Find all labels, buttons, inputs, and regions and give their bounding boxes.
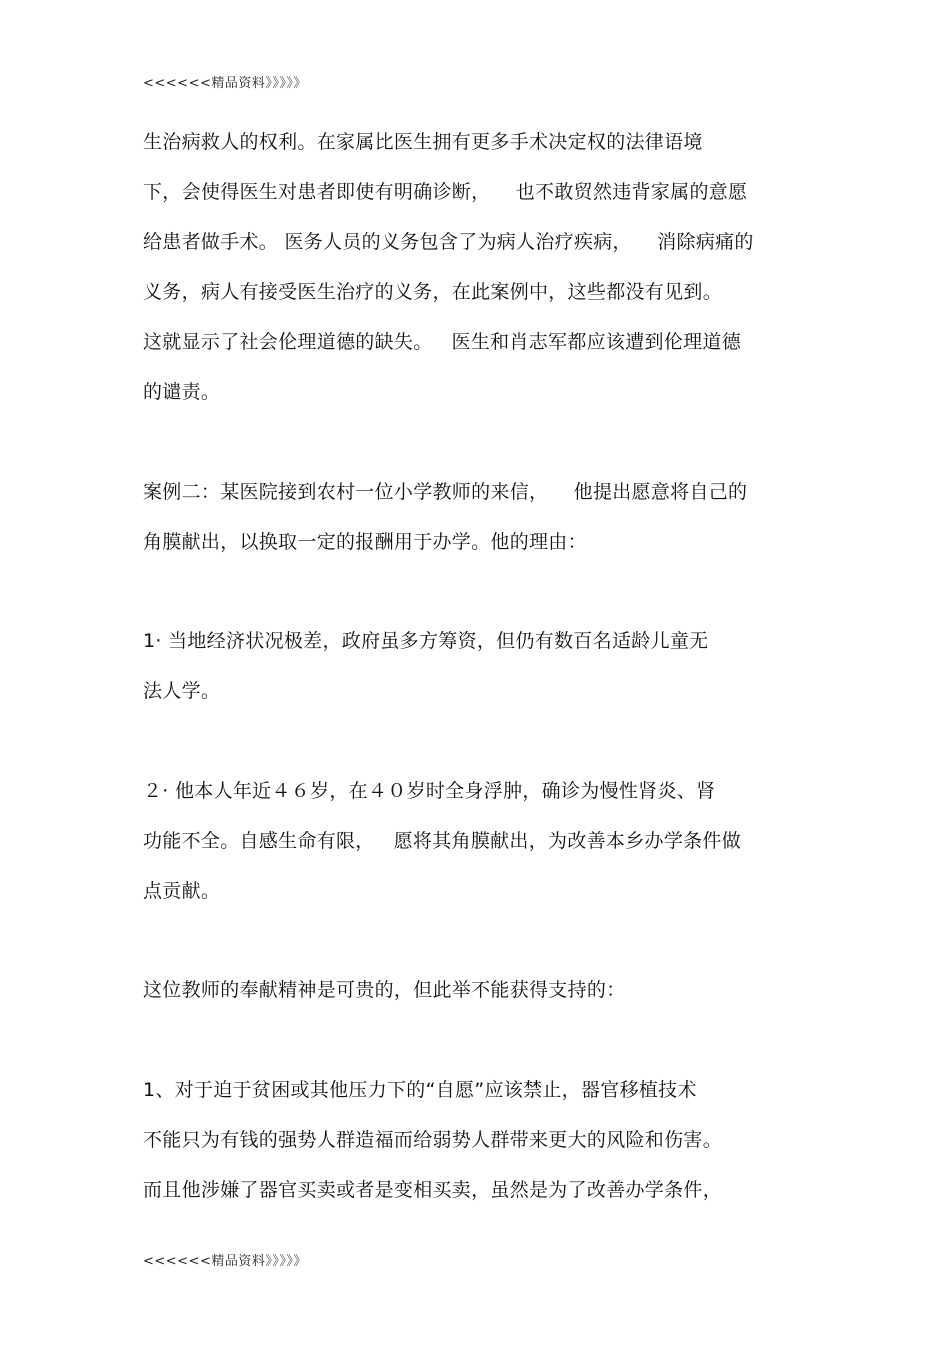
body-line: 这就显示了社会伦理道德的缺失。 医生和肖志军都应该遭到伦理道德 <box>143 331 742 353</box>
list-item-line: 而且他涉嫌了器官买卖或者是变相买卖，虽然是为了改善办学条件， <box>143 1179 723 1201</box>
body-line: 的谴责。 <box>143 381 221 403</box>
list-item-line: 1、对于迫于贫困或其他压力下的“自愿”应该禁止，器官移植技术 <box>143 1079 697 1101</box>
body-line: 生治病救人的权利。在家属比医生拥有更多手术决定权的法律语境 <box>143 131 703 153</box>
list-item-line: ２· 他本人年近４６岁，在４０岁时全身浮肿，确诊为慢性肾炎、肾 <box>143 780 716 802</box>
list-item-line: 点贡献。 <box>143 880 221 902</box>
body-line: 下，会使得医生对患者即使有明确诊断， 也不敢贸然违背家属的意愿 <box>143 181 748 203</box>
page-header: <<<<<<精品资料》》》》》 <box>143 76 307 91</box>
body-line: 义务，病人有接受医生治疗的义务，在此案例中，这些都没有见到。 <box>143 281 723 303</box>
body-line: 给患者做手术。 医务人员的义务包含了为病人治疗疾病， 消除病痛的 <box>143 231 754 253</box>
page-footer: <<<<<<精品资料》》》》》 <box>143 1254 307 1269</box>
body-line: 这位教师的奉献精神是可贵的，但此举不能获得支持的： <box>143 979 626 1001</box>
body-line: 案例二：某医院接到农村一位小学教师的来信， 他提出愿意将自己的 <box>143 481 748 503</box>
body-line: 角膜献出，以换取一定的报酬用于办学。他的理由： <box>143 531 587 553</box>
list-item-line: 法人学。 <box>143 680 221 702</box>
list-item-line: 功能不全。自感生命有限， 愿将其角膜献出，为改善本乡办学条件做 <box>143 830 742 852</box>
list-item-line: 不能只为有钱的强势人群造福而给弱势人群带来更大的风险和伤害。 <box>143 1129 723 1151</box>
list-item-line: 1· 当地经济状况极差，政府虽多方筹资，但仍有数百名适龄儿童无 <box>143 630 709 652</box>
